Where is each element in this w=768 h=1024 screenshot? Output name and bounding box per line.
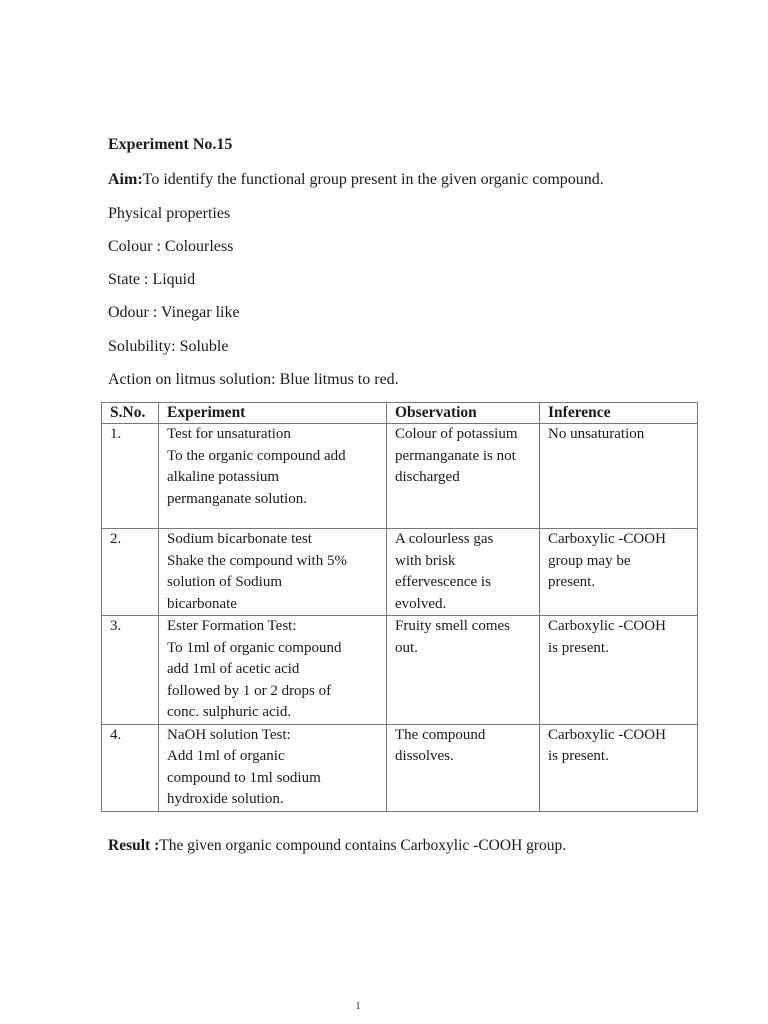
aim-label: Aim: <box>108 171 143 188</box>
observation-line: A colourless gas <box>395 531 494 547</box>
inference-line: group may be <box>548 552 631 569</box>
result-line <box>108 837 566 855</box>
row-inference <box>540 529 698 616</box>
odour-property: Odour : Vinegar like <box>108 304 240 321</box>
experiment-line: compound to 1ml sodium <box>167 769 321 786</box>
inference-line: present. <box>548 574 596 590</box>
inference-line: Carboxylic -COOH <box>548 531 666 547</box>
experiment-line: To the organic compound add <box>167 447 346 464</box>
row-sno: 2. <box>102 529 159 616</box>
experiment-line: Shake the compound with 5% <box>167 552 347 569</box>
table-header-row <box>102 403 698 424</box>
experiment-line: Test for unsaturation <box>167 426 291 442</box>
observation-line: Fruity smell comes <box>395 618 510 634</box>
experiment-line: followed by 1 or 2 drops of <box>167 682 332 699</box>
litmus-property: Action on litmus solution: Blue litmus to red. <box>108 371 399 388</box>
inference-line: is present. <box>548 748 609 764</box>
row-inference <box>540 616 698 725</box>
row-observation <box>387 529 540 616</box>
row-observation <box>387 616 540 725</box>
observation-line: dissolves. <box>395 748 454 764</box>
state-property: State : Liquid <box>108 271 196 288</box>
inference-line: No unsaturation <box>548 426 645 442</box>
experiment-line: hydroxide solution. <box>167 791 284 807</box>
observation-line: The compound <box>395 726 486 743</box>
experiment-line: conc. sulphuric acid. <box>167 704 292 720</box>
experiment-title: Experiment No.15 <box>108 136 233 153</box>
header-experiment: Experiment <box>159 403 387 424</box>
table-row <box>102 424 698 529</box>
row-sno: 1. <box>102 424 159 529</box>
row-sno: 4. <box>102 724 159 811</box>
table-row <box>102 529 698 616</box>
row-experiment <box>159 724 387 811</box>
observation-line: discharged <box>395 469 460 485</box>
observation-line: evolved. <box>395 595 447 612</box>
inference-line: is present. <box>548 639 609 656</box>
experiment-line: solution of Sodium <box>167 574 283 590</box>
row-experiment <box>159 424 387 529</box>
experiment-line: Ester Formation Test: <box>167 618 297 634</box>
header-sno: S.No. <box>102 403 159 424</box>
observation-line: permanganate is not <box>395 447 516 464</box>
row-sno: 3. <box>102 616 159 725</box>
experiment-line: Add 1ml of organic <box>167 748 285 764</box>
row-inference <box>540 724 698 811</box>
table-row <box>102 724 698 811</box>
row-experiment <box>159 616 387 725</box>
table-row <box>102 616 698 725</box>
observation-line: Colour of potassium <box>395 426 518 442</box>
observation-line: effervescence is <box>395 574 491 590</box>
row-observation <box>387 424 540 529</box>
result-text: The given organic compound contains Carboxylic -COOH group. <box>159 837 567 854</box>
aim-line <box>108 171 604 189</box>
row-observation <box>387 724 540 811</box>
observation-line: with brisk <box>395 552 456 569</box>
row-inference <box>540 424 698 529</box>
experiment-line: add 1ml of acetic acid <box>167 661 300 677</box>
experiment-line: NaOH solution Test: <box>167 726 291 743</box>
experiment-line: Sodium bicarbonate test <box>167 531 312 547</box>
inference-line: Carboxylic -COOH <box>548 726 666 743</box>
observation-line: out. <box>395 639 418 656</box>
experiment-line: To 1ml of organic compound <box>167 639 342 656</box>
inference-line: Carboxylic -COOH <box>548 618 666 634</box>
result-label: Result : <box>108 837 160 854</box>
aim-text: To identify the functional group present in the given organic compound. <box>142 171 604 188</box>
header-inference: Inference <box>540 403 698 424</box>
header-observation: Observation <box>387 403 540 424</box>
experiment-line: bicarbonate <box>167 595 237 612</box>
experiment-line: permanganate solution. <box>167 490 307 507</box>
row-experiment <box>159 529 387 616</box>
page-number: 1 <box>355 1001 361 1012</box>
physical-properties-heading: Physical properties <box>108 205 231 222</box>
experiment-table <box>101 402 698 812</box>
experiment-line: alkaline potassium <box>167 469 280 485</box>
colour-property: Colour : Colourless <box>108 238 234 255</box>
solubility-property: Solubility: Soluble <box>108 338 229 355</box>
